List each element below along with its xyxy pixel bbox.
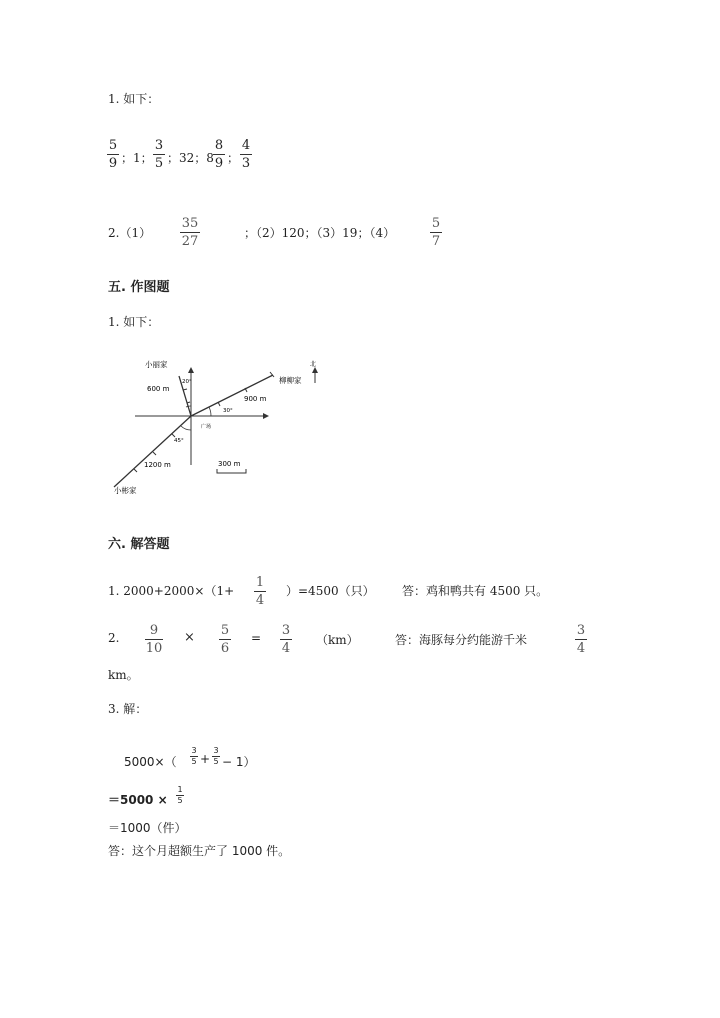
q3-line1-start: 5000×（ [124, 755, 177, 769]
equals-sign: = [251, 631, 262, 645]
q2-unit: （km） [316, 633, 359, 647]
label-1200m: 1200 m [144, 461, 171, 469]
label-45deg: 45° [174, 438, 184, 444]
label-xiaoli: 小丽家 [145, 360, 168, 369]
fraction: 3 4 [576, 623, 586, 656]
fraction: 9 10 [145, 623, 163, 656]
q3-line3: ＝1000（件） [108, 821, 187, 835]
section-heading-solve: 六. 解答题 [108, 537, 170, 552]
label-plaza: 广场 [201, 424, 212, 430]
fraction: 3 5 [191, 746, 197, 766]
fraction: 3 5 [154, 138, 164, 171]
fraction: 35 27 [181, 216, 199, 249]
label-600m: 600 m [147, 385, 170, 393]
q1-text: ；32；8 [167, 151, 214, 165]
label-north: 北 [310, 361, 317, 368]
label-30deg: 30° [223, 408, 233, 414]
fraction: 1 4 [255, 575, 265, 608]
q3-answer: 答：这个月超额生产了 1000 件。 [108, 844, 291, 858]
drawing-q1-label: 1. 如下： [108, 315, 160, 329]
label-20deg: 20° [182, 379, 192, 385]
fraction: 3 4 [281, 623, 291, 656]
q1-text: ；1； [121, 151, 153, 165]
q1-label: 1. 如下： [108, 92, 160, 106]
times-sign: × [184, 630, 195, 645]
q3-line2: ＝5000 × [108, 793, 168, 807]
fraction: 5 9 [108, 138, 118, 171]
q2-number: 2. [108, 631, 120, 645]
q1-expression: 1. 2000+2000×（1+ [108, 584, 235, 598]
q1-answer: 答：鸡和鸭共有 4500 只。 [402, 584, 549, 598]
fraction: 5 6 [220, 623, 230, 656]
fraction: 4 3 [241, 138, 251, 171]
fraction: 5 7 [431, 216, 441, 249]
q2-answer: 答：海豚每分约能游千米 [395, 633, 528, 647]
q2-tail: km。 [108, 668, 139, 682]
direction-diagram [100, 350, 340, 500]
section-heading-drawing: 五. 作图题 [108, 280, 170, 295]
label-scale: 300 m [218, 460, 241, 468]
q3-label: 3. 解： [108, 702, 148, 716]
q1-result: ）=4500（只） [286, 584, 375, 598]
plus-sign: + [200, 752, 211, 766]
q1-text: ； [227, 151, 240, 165]
q2-prefix: 2.（1） [108, 226, 152, 240]
label-900m: 900 m [244, 395, 267, 403]
scale-bar [217, 469, 246, 473]
q2-mid: ；（2）120；（3）19；（4） [244, 226, 396, 240]
fraction: 1 5 [177, 785, 183, 805]
label-xiaobin: 小彬家 [114, 486, 137, 495]
fraction: 3 5 [213, 746, 219, 766]
path-to-xiaobin [114, 416, 191, 487]
label-liu: 柳柳家 [279, 376, 302, 385]
fraction: 8 9 [214, 138, 224, 171]
q3-line1-end: − 1） [222, 755, 256, 769]
